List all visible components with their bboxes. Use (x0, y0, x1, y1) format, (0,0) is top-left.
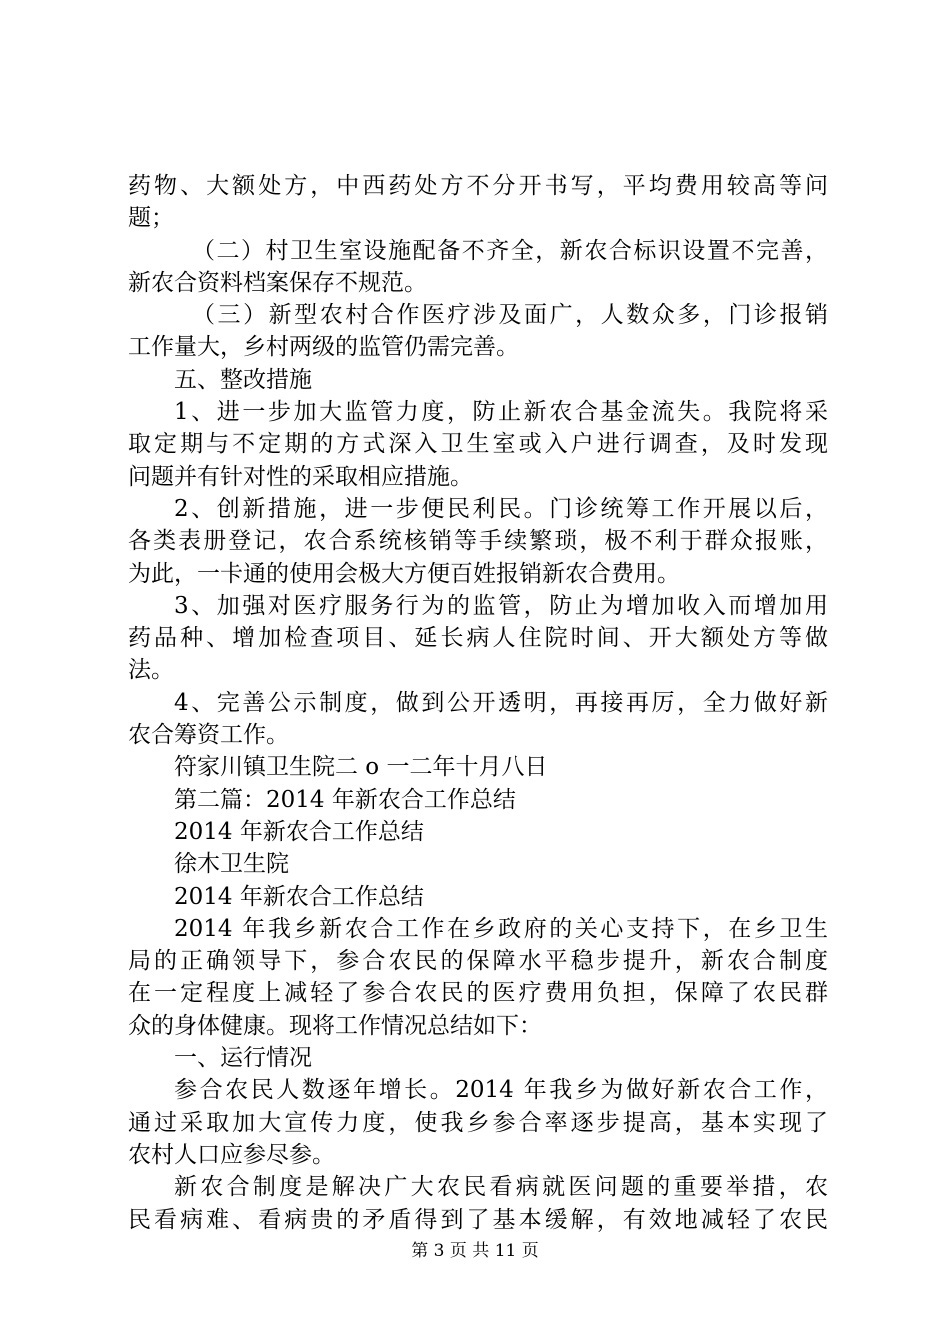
text-line: 药品种、增加检查项目、延长病人住院时间、开大额处方等做 (128, 625, 828, 652)
text-line: 五、整改措施 (174, 366, 312, 393)
text-line: 在一定程度上减轻了参合农民的医疗费用负担，保障了农民群 (128, 980, 828, 1007)
text-line: 通过采取加大宣传力度，使我乡参合率逐步提高，基本实现了 (128, 1109, 828, 1136)
text-line: 工作量大，乡村两级的监管仍需完善。 (128, 334, 519, 361)
text-line: 民看病难、看病贵的矛盾得到了基本缓解，有效地减轻了农民 (128, 1206, 828, 1233)
text-line: 第二篇：2014 年新农合工作总结 (174, 786, 516, 813)
document-body (128, 170, 828, 1236)
text-line: 符家川镇卫生院二 o 一二年十月八日 (174, 754, 548, 781)
text-line: 2、创新措施，进一步便民利民。门诊统筹工作开展以后， (174, 495, 828, 522)
text-line: 新农合资料档案保存不规范。 (128, 269, 427, 296)
text-line: （三）新型农村合作医疗涉及面广，人数众多，门诊报销 (192, 302, 828, 329)
text-line: 1、进一步加大监管力度，防止新农合基金流失。我院将采 (174, 399, 828, 426)
text-line: 药物、大额处方，中西药处方不分开书写，平均费用较高等问 (128, 173, 828, 199)
text-line: 徐木卫生院 (174, 851, 289, 878)
text-line: （二）村卫生室设施配备不齐全，新农合标识设置不完善， (192, 237, 828, 264)
text-line: 问题并有针对性的采取相应措施。 (128, 463, 473, 490)
text-line: 一、运行情况 (174, 1045, 312, 1072)
text-line: 2014 年新农合工作总结 (174, 818, 424, 845)
text-line: 各类表册登记，农合系统核销等手续繁琐，极不利于群众报账， (128, 528, 828, 555)
text-line: 题； (128, 205, 174, 232)
text-line: 2014 年我乡新农合工作在乡政府的关心支持下，在乡卫生 (174, 915, 828, 942)
text-line: 新农合制度是解决广大农民看病就医问题的重要举措，农 (174, 1174, 828, 1201)
text-line: 为此，一卡通的使用会极大方便百姓报销新农合费用。 (128, 560, 680, 587)
text-line: 参合农民人数逐年增长。2014 年我乡为做好新农合工作， (174, 1077, 828, 1104)
text-line: 取定期与不定期的方式深入卫生室或入户进行调查，及时发现 (128, 431, 828, 458)
text-line: 法。 (128, 657, 174, 684)
text-line: 众的身体健康。现将工作情况总结如下： (128, 1012, 542, 1039)
text-line: 局的正确领导下，参合农民的保障水平稳步提升，新农合制度 (128, 948, 828, 975)
text-line: 4、完善公示制度，做到公开透明，再接再厉，全力做好新 (174, 689, 828, 716)
page-footer: 第 3 页 共 11 页 (411, 1241, 539, 1261)
text-line: 2014 年新农合工作总结 (174, 883, 424, 910)
text-line: 农合筹资工作。 (128, 722, 289, 749)
text-line: 农村人口应参尽参。 (128, 1141, 335, 1168)
text-line: 3、加强对医疗服务行为的监管，防止为增加收入而增加用 (174, 592, 828, 619)
